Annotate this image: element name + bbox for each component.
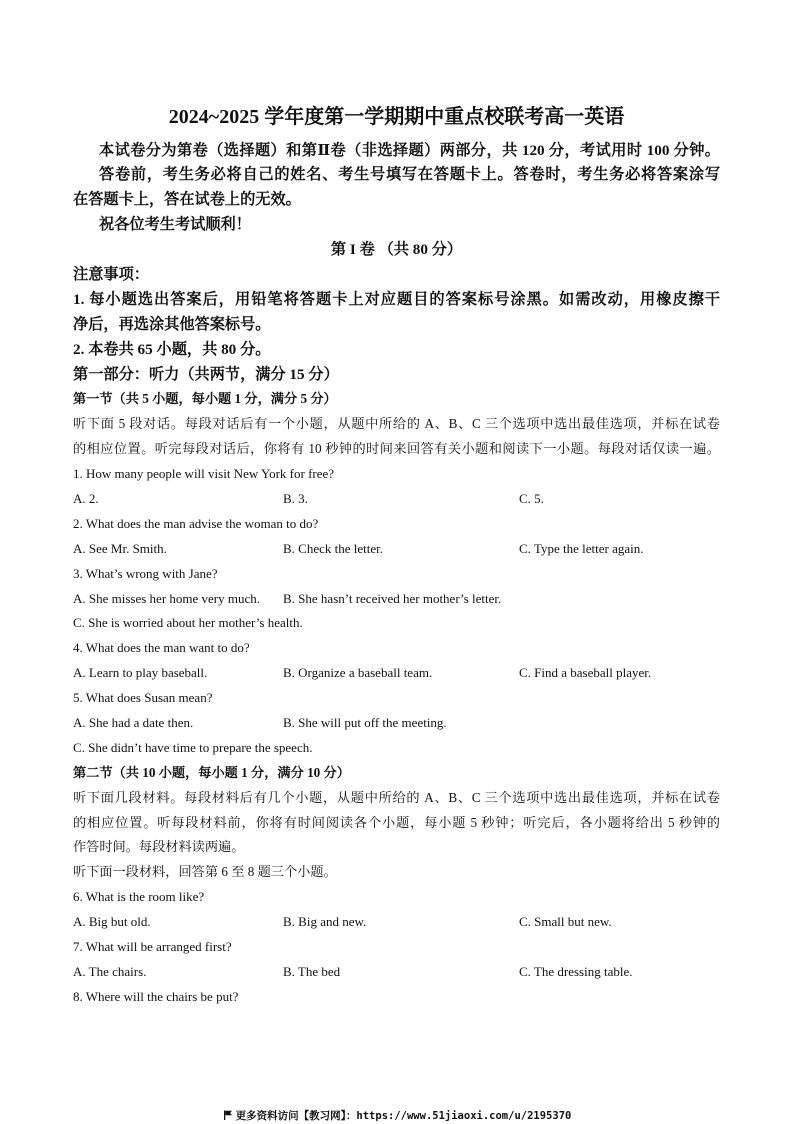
option-c: C. Type the letter again. — [519, 540, 644, 556]
question-4-options — [73, 661, 720, 686]
material-intro: 听下面一段材料，回答第 6 至 8 题三个小题。 — [73, 864, 337, 880]
option-c: C. She is worried about her mother’s health. — [73, 615, 303, 631]
note-1-line-2: 净后，再选涂其他答案标号。 — [73, 315, 271, 333]
option-c: C. Small but new. — [519, 914, 612, 930]
note-1-line-1: 1. 每小题选出答案后，用铅笔将答题卡上对应题目的答案标号涂黑。如需改动，用橡皮擦干 — [73, 290, 720, 308]
question-7-options — [73, 960, 720, 985]
part-1-heading: 第一部分：听力（共两节，满分 15 分） — [73, 365, 339, 383]
question-5-options-ab — [73, 711, 720, 736]
intro-paragraph-2-line-2: 在答题卡上，答在试卷上的无效。 — [73, 191, 301, 209]
option-b: B. She hasn’t received her mother’s letter. — [283, 590, 502, 606]
section-2-instructions-line-1: 听下面几段材料。每段材料后有几个小题，从题中所给的 A、B、C 三个选项中选出最佳选项，并标在试卷 — [73, 789, 720, 805]
intro-paragraph-1: 本试卷分为第卷（选择题）和第Ⅱ卷（非选择题）两部分，共 120 分，考试用时 100 分钟。 — [99, 141, 720, 159]
option-c: C. The dressing table. — [519, 963, 633, 979]
question-8: 8. Where will the chairs be put? — [73, 988, 239, 1004]
section-2-heading: 第二节（共 10 小题，每小题 1 分，满分 10 分） — [73, 764, 350, 780]
option-a: A. She had a date then. — [73, 714, 194, 730]
question-4: 4. What does the man want to do? — [73, 640, 250, 656]
footer-text: 更多资料访问【教习网】：https://www.51jiaoxi.com/u/2195370 — [235, 1110, 572, 1122]
section-1-heading: 第一节（共 5 小题，每小题 1 分，满分 5 分） — [73, 391, 337, 407]
option-c: C. 5. — [519, 490, 544, 506]
option-a: A. 2. — [73, 490, 99, 506]
question-5: 5. What does Susan mean? — [73, 690, 213, 706]
option-a: A. She misses her home very much. — [73, 590, 261, 606]
option-c: C. She didn’t have time to prepare the speech. — [73, 739, 313, 755]
option-b: B. Organize a baseball team. — [283, 665, 433, 681]
question-5-option-c — [73, 736, 720, 761]
option-a: A. Big but old. — [73, 914, 151, 930]
exam-body — [73, 139, 720, 1010]
volume-heading: 第 I 卷 （共 80 分） — [330, 241, 463, 259]
option-b: B. Check the letter. — [283, 540, 384, 556]
option-b: B. Big and new. — [283, 914, 367, 930]
question-3-options-ab — [73, 587, 720, 612]
intro-paragraph-3: 祝各位考生考试顺利！ — [99, 216, 251, 234]
question-3-option-c — [73, 611, 720, 636]
option-a: A. The chairs. — [73, 963, 147, 979]
question-6: 6. What is the room like? — [73, 889, 205, 905]
option-a: A. See Mr. Smith. — [73, 540, 167, 556]
flag-icon — [223, 1110, 233, 1120]
note-2: 2. 本卷共 65 小题，共 80 分。 — [73, 340, 271, 358]
section-2-instructions-line-3: 作答时间。每段材料读两遍。 — [73, 839, 245, 855]
exam-title: 2024~2025 学年度第一学期期中重点校联考高一英语 — [168, 106, 625, 128]
option-a: A. Learn to play baseball. — [73, 665, 208, 681]
question-3: 3. What’s wrong with Jane? — [73, 565, 218, 581]
question-6-options — [73, 910, 720, 935]
page-footer — [0, 1109, 794, 1123]
section-1-instructions-line-1: 听下面 5 段对话。每段对话后有一个小题，从题中所给的 A、B、C 三个选项中选出最佳选项，并标在试卷 — [73, 416, 720, 432]
notes-title: 注意事项： — [73, 265, 149, 283]
question-1-options — [73, 487, 720, 512]
question-1: 1. How many people will visit New York for free? — [73, 466, 335, 482]
option-b: B. 3. — [283, 490, 308, 506]
option-c: C. Find a baseball player. — [519, 665, 652, 681]
question-7: 7. What will be arranged first? — [73, 939, 232, 954]
question-2-options — [73, 537, 720, 562]
option-b: B. She will put off the meeting. — [283, 714, 447, 730]
section-2-instructions-line-2: 的相应位置。听每段材料前，你将有时间阅读各个小题，每小题 5 秒钟；听完后，各小题将给出 5 秒钟的 — [73, 814, 720, 830]
question-2: 2. What does the man advise the woman to do? — [73, 515, 319, 531]
option-b: B. The bed — [283, 963, 341, 979]
section-1-instructions-line-2: 的相应位置。听完每段对话后，你将有 10 秒钟的时间来回答有关小题和阅读下一小题。每段对话仅读一遍。 — [73, 441, 720, 457]
intro-paragraph-2-line-1: 答卷前，考生务必将自己的姓名、考生号填写在答题卡上。答卷时，考生务必将答案涂写 — [99, 166, 720, 184]
